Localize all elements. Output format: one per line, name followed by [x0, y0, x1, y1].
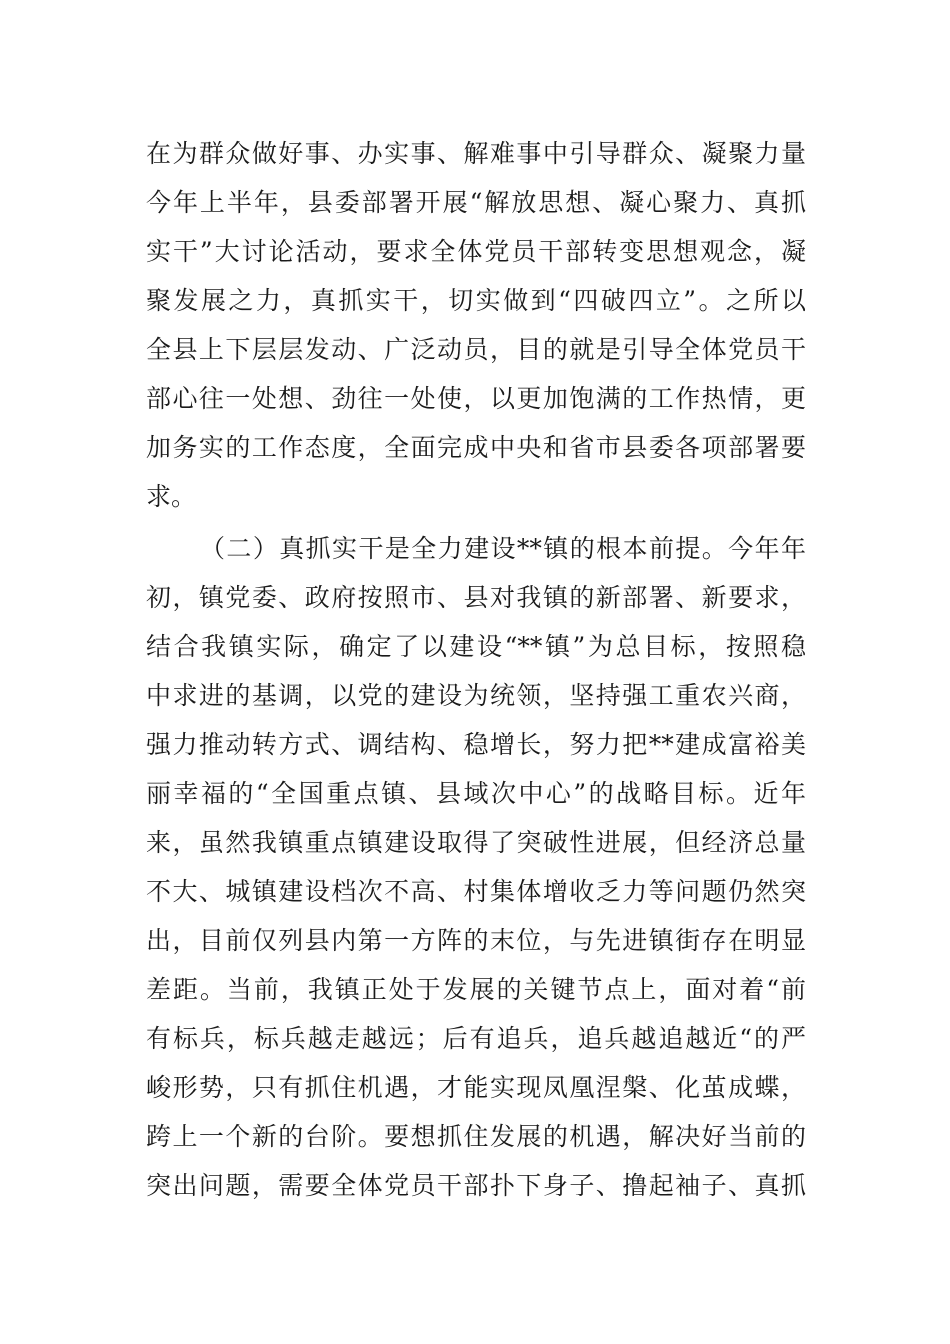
- text-line: 突出问题，需要全体党员干部扑下身子、撸起袖子、真抓: [146, 1171, 806, 1200]
- text-line: 不大、城镇建设档次不高、村集体增收乏力等问题仍然突: [146, 877, 806, 906]
- text-line: 求。: [146, 482, 197, 511]
- text-line: 加务实的工作态度，全面完成中央和省市县委各项部署要: [146, 433, 806, 462]
- text-line: 聚发展之力，真抓实干，切实做到“四破四立”。之所以: [146, 286, 806, 315]
- text-line: 初，镇党委、政府按照市、县对我镇的新部署、新要求，: [146, 583, 806, 612]
- text-line: 差距。当前，我镇正处于发展的关键节点上，面对着“前: [146, 975, 806, 1004]
- text-line: 来，虽然我镇重点镇建设取得了突破性进展，但经济总量: [146, 828, 806, 857]
- text-line: 今年上半年，县委部署开展“解放思想、凝心聚力、真抓: [146, 188, 806, 217]
- text-line: 全县上下层层发动、广泛动员，目的就是引导全体党员干: [146, 335, 806, 364]
- text-line: 实干”大讨论活动，要求全体党员干部转变思想观念，凝: [146, 237, 806, 266]
- text-line: 丽幸福的“全国重点镇、县域次中心”的战略目标。近年: [146, 779, 806, 808]
- text-line: 强力推动转方式、调结构、稳增长，努力把**建成富裕美: [146, 730, 806, 759]
- text-line: 出，目前仅列县内第一方阵的末位，与先进镇街存在明显: [146, 926, 806, 955]
- text-line: 跨上一个新的台阶。要想抓住发展的机遇，解决好当前的: [146, 1122, 806, 1151]
- text-line: 峻形势，只有抓住机遇，才能实现凤凰涅槃、化茧成蝶，: [146, 1073, 806, 1102]
- text-line: 有标兵，标兵越走越远；后有追兵，追兵越追越近“的严: [146, 1024, 806, 1053]
- text-line: 在为群众做好事、办实事、解难事中引导群众、凝聚力量: [146, 139, 806, 168]
- text-line: 中求进的基调，以党的建设为统领，坚持强工重农兴商，: [146, 681, 806, 710]
- text-line: 结合我镇实际，确定了以建设“**镇”为总目标，按照稳: [146, 632, 806, 661]
- section-heading-line: （二）真抓实干是全力建设**镇的根本前提。今年年: [200, 534, 806, 563]
- text-line: 部心往一处想、劲往一处使，以更加饱满的工作热情，更: [146, 384, 806, 413]
